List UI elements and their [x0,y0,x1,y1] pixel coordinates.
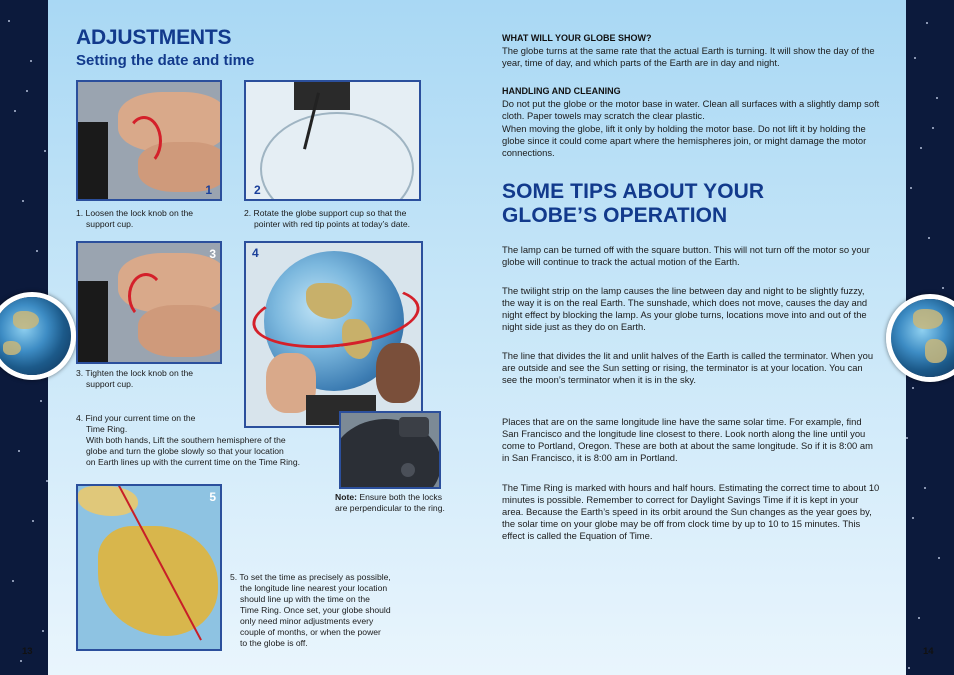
note-label: Note: [335,492,357,502]
photo-step-5 [76,484,222,651]
star-dot [906,437,908,439]
star-dot [44,150,46,152]
caption-4-line-5: on Earth lines up with the current time on the Time Ring. [86,457,300,467]
globe-image-left [0,297,71,375]
caption-step-1 [76,208,193,230]
caption-step-4 [76,413,300,468]
caption-1-line-2: support cup. [86,219,134,229]
caption-5-line-5: only need minor adjustments every [240,616,374,626]
star-dot [8,20,10,22]
section-text-handling: Do not put the globe or the motor base in water. Clean all surfaces with a slightly damp soft cloth. Paper towels may scratch the clear plastic. [502,98,880,121]
section-text-handling-2: When moving the globe, lift it only by holding the motor base. Do not lift it by holding the globe since it could come apart where the hemispheres join, or might damage the motor connections. [502,123,867,158]
star-dot [914,57,916,59]
star-dot [18,450,20,452]
star-dot [40,400,42,402]
caption-5-line-7: to the globe is off. [240,638,308,648]
star-dot [36,250,38,252]
star-dot [14,110,16,112]
star-dot [932,127,934,129]
tip-paragraph-2: The twilight strip on the lamp causes the line between day and night to be slightly fuzzy, the way it is on the real Earth. The sunshade, which does not move, causes the day and night effect by blocking the lamp. As your globe turns, locations move into and out of the night side just as they do on Earth. [502,285,868,332]
star-dot [12,580,14,582]
photo-step-1 [76,80,222,201]
star-dot [920,147,922,149]
tips-title: SOME TIPS ABOUT YOUR GLOBE’S OPERATION [502,180,765,227]
caption-step-5 [230,572,391,649]
photo-number-5: 5 [209,490,216,504]
caption-4-line-3: With both hands, Lift the southern hemisphere of the [86,435,286,445]
section-heading-globe-show: WHAT WILL YOUR GLOBE SHOW? [502,33,652,43]
note-locks [335,492,445,514]
note-text: Ensure both the locks [356,492,442,502]
caption-2-line-1: 2. Rotate the globe support cup so that the [244,208,407,218]
tip-paragraph-5: The Time Ring is marked with hours and half hours. Estimating the correct time to about 10 minutes is possible. Remember to correct for Daylight Savings Time if it is kept in your area. Because the Earth’s speed in its orbit around the Sun changes as the year goes by, the solar time on your globe may be off from clock time by up to 10 to 15 minutes. This effect is called the Equation of Time. [502,482,880,541]
star-dot [942,287,944,289]
caption-4-line-2: Time Ring. [86,424,128,434]
caption-4-line-1: 4. Find your current time on the [76,413,196,423]
tip-paragraph-1: The lamp can be turned off with the square button. This will not turn off the motor so your globe will continue to track the actual motion of the Earth. [502,244,870,267]
caption-5-line-4: Time Ring. Once set, your globe should [240,605,391,615]
photo-lock-inset [339,411,441,489]
photo-number-4: 4 [252,246,259,260]
star-dot [32,520,34,522]
star-dot [912,387,914,389]
star-dot [918,617,920,619]
photo-step-3 [76,241,222,364]
photo-number-1: 1 [205,183,212,197]
star-dot [928,237,930,239]
caption-3-line-1: 3. Tighten the lock knob on the [76,368,194,378]
star-dot [42,630,44,632]
caption-5-line-2: the longitude line nearest your location [240,583,388,593]
page-title: ADJUSTMENTS [76,26,232,49]
star-dot [22,200,24,202]
caption-4-line-4: globe and turn the globe slowly so that your location [86,446,284,456]
page-number-right: 14 [923,646,934,657]
section-heading-handling: HANDLING AND CLEANING [502,86,621,96]
tip-paragraph-3: The line that divides the lit and unlit halves of the Earth is called the terminator. When you are outside and see the Sun setting or rising, the terminator is at your location. You can see the moon’s terminator when it is in the sky. [502,350,874,385]
page-number-left: 13 [22,646,33,657]
star-dot [912,517,914,519]
photo-step-4 [244,241,423,428]
caption-5-line-3: should line up with the time on the [240,594,370,604]
star-dot [924,487,926,489]
caption-5-line-1: 5. To set the time as precisely as possible, [230,572,391,582]
caption-step-3 [76,368,193,390]
star-dot [26,90,28,92]
photo-number-2: 2 [254,183,261,197]
section-text-globe-show: The globe turns at the same rate that the actual Earth is turning. It will show the day of the year, time of day, and which parts of the Earth are in day and night. [502,45,875,68]
caption-5-line-6: couple of months, or when the power [240,627,381,637]
star-dot [20,660,22,662]
caption-1-line-1: 1. Loosen the lock knob on the [76,208,194,218]
star-dot [30,60,32,62]
star-dot [910,187,912,189]
photo-step-2 [244,80,421,201]
star-dot [938,557,940,559]
page-subtitle: Setting the date and time [76,52,255,69]
photo-number-3: 3 [209,247,216,261]
note-line-2: are perpendicular to the ring. [335,503,445,513]
star-dot [936,97,938,99]
globe-image-right [891,299,954,377]
star-dot [908,667,910,669]
caption-2-line-2: pointer with red tip points at today’s date. [254,219,411,229]
star-dot [926,22,928,24]
tip-paragraph-4: Places that are on the same longitude line have the same solar time. For example, find San Francisco and the longitude line closest to there. Look north along the line until you come to Portland, Oregon. These are both at about the same longitude. So if it is 8:00 am in San Francisco, it is 8:00 am in Portland. [502,416,873,463]
caption-3-line-2: support cup. [86,379,134,389]
caption-step-2 [244,208,410,230]
